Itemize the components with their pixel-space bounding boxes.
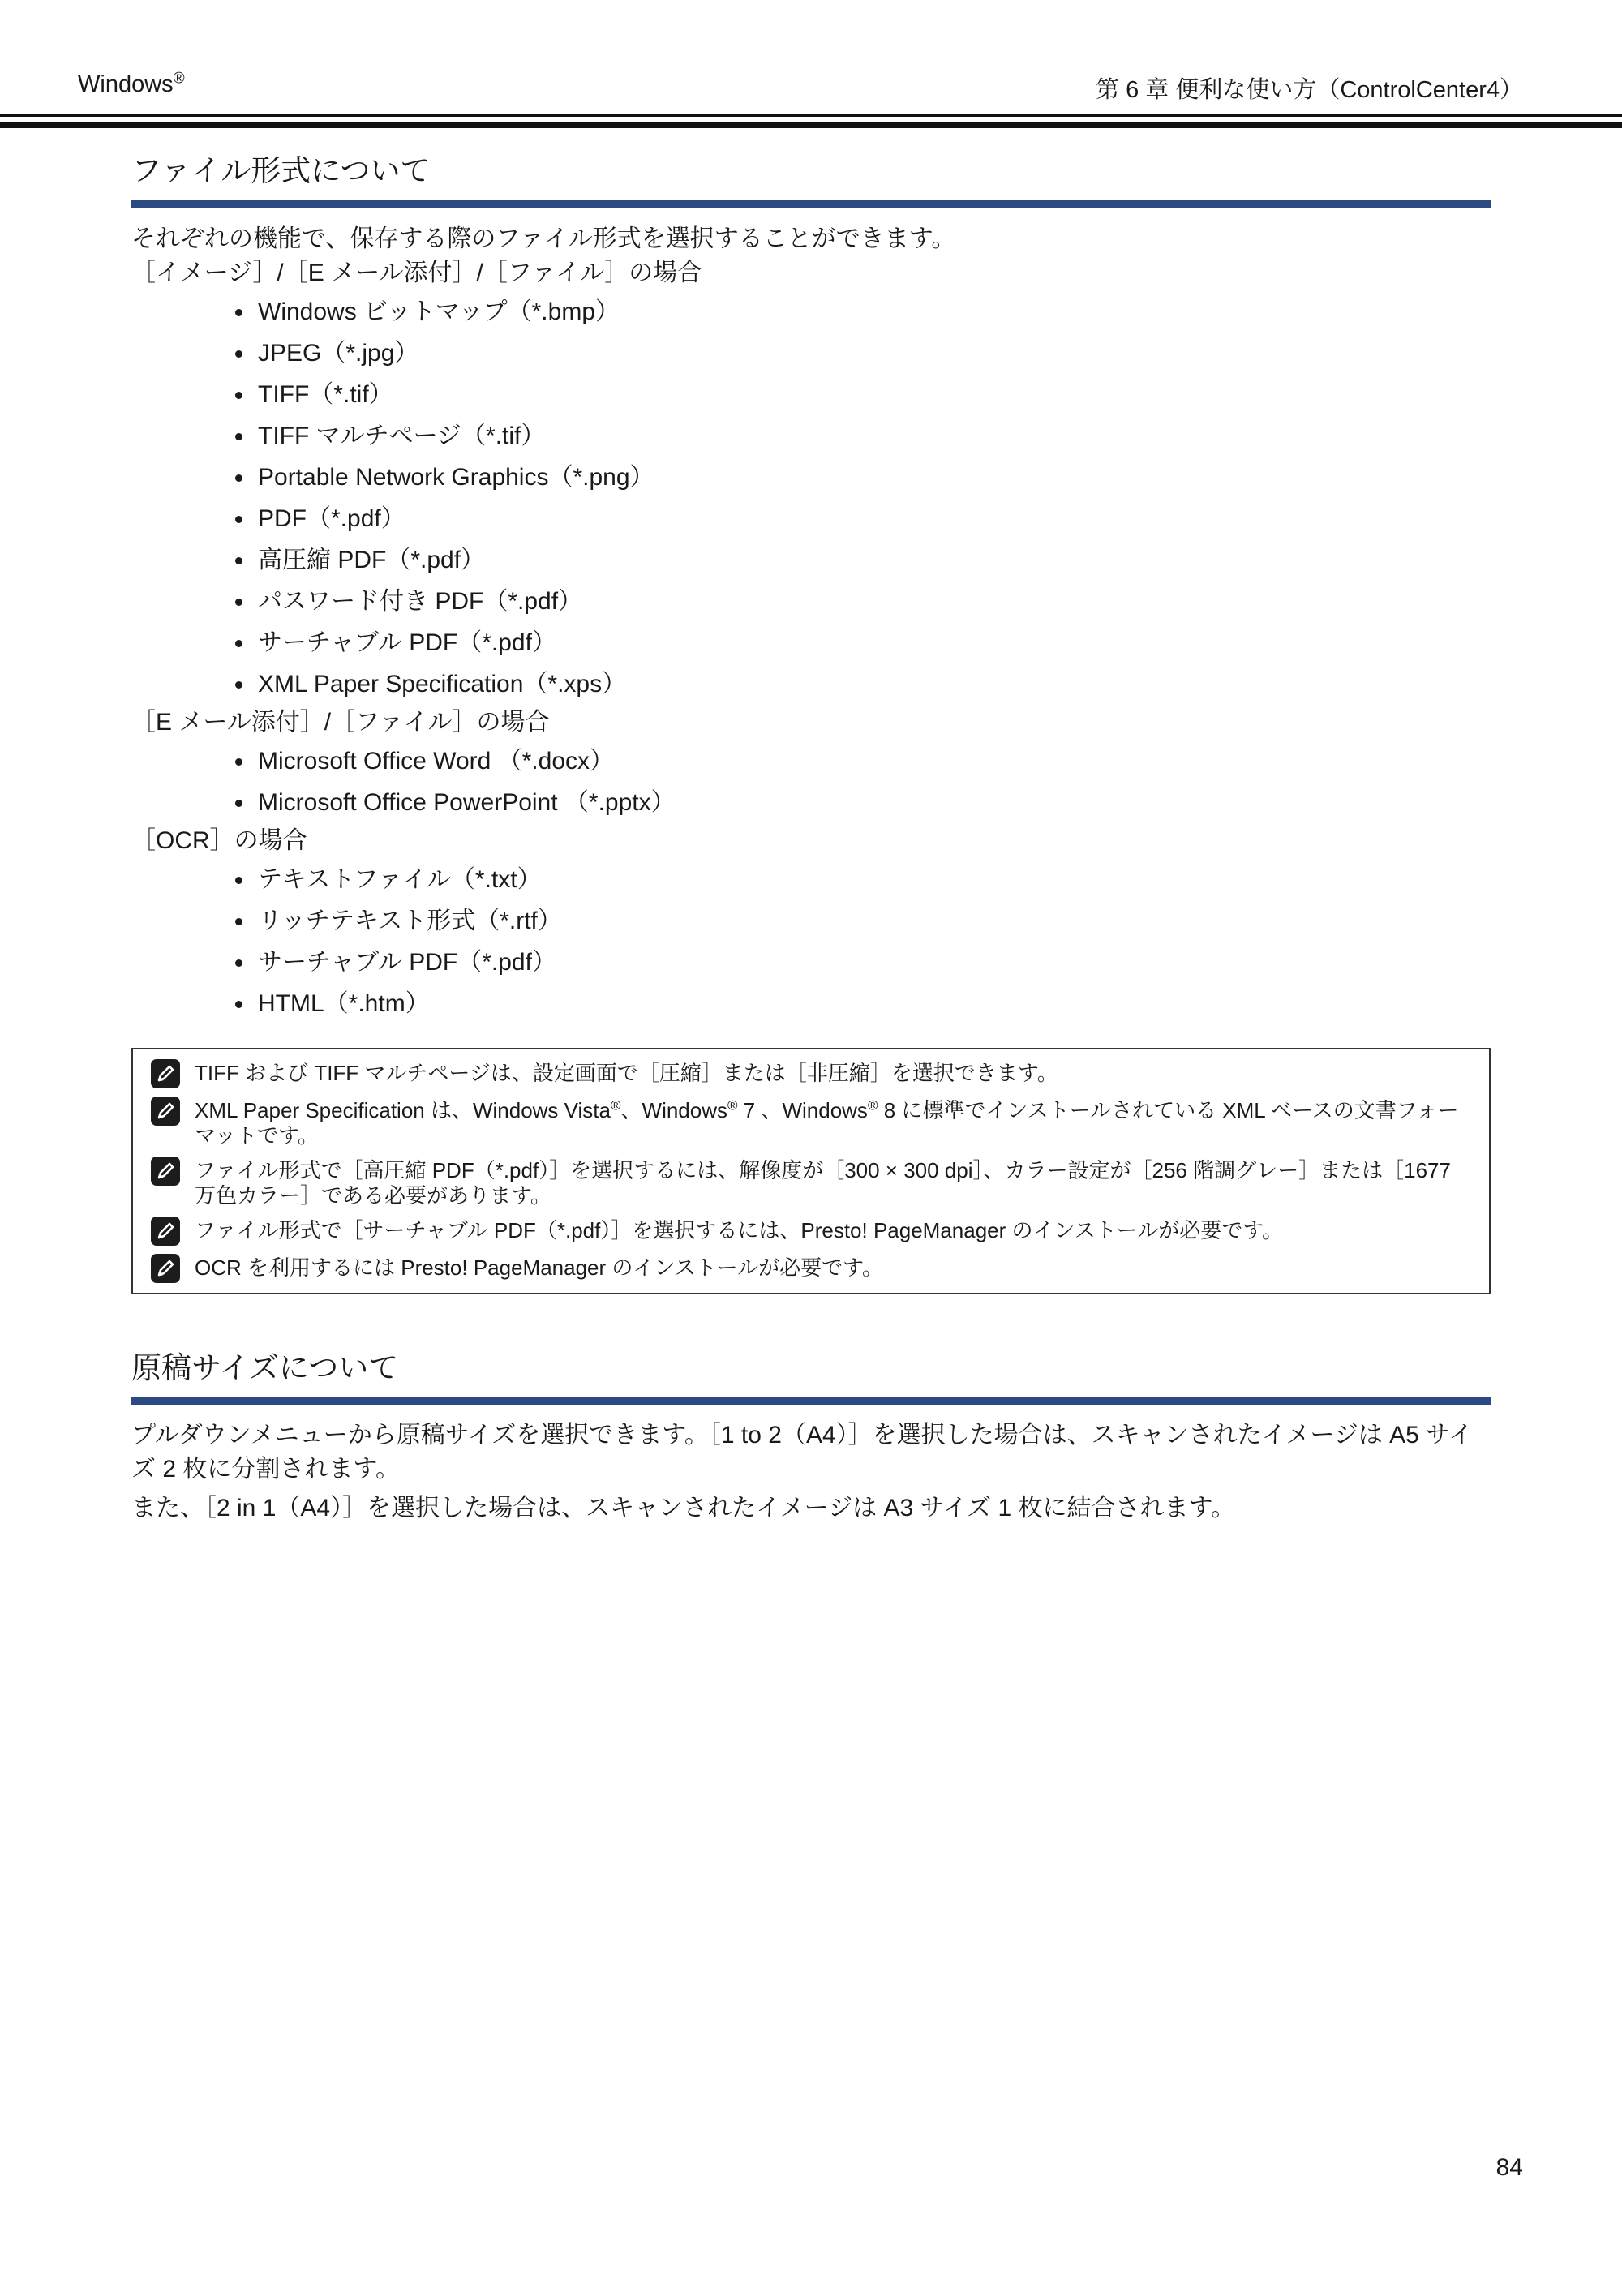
- note-pencil-icon: [151, 1217, 180, 1246]
- section-title-bar: [131, 1397, 1491, 1405]
- list-item: テキストファイル（*.txt）: [234, 859, 1491, 900]
- note-high-compression-pdf: [151, 1158, 1474, 1208]
- list-item: HTML（*.htm）: [234, 983, 1491, 1024]
- registered-mark: ®: [727, 1097, 738, 1114]
- list-item: 高圧縮 PDF（*.pdf）: [234, 539, 1491, 581]
- registered-mark: ®: [611, 1097, 621, 1114]
- note-text-part: 7 、Windows: [737, 1098, 868, 1122]
- registered-mark: ®: [867, 1097, 878, 1114]
- section-file-format: [131, 146, 1491, 1024]
- note-tiff-compression: [151, 1061, 1474, 1088]
- format-list-ocr: [131, 859, 1491, 1024]
- list-item: TIFF（*.tif）: [234, 374, 1491, 415]
- note-text: ファイル形式で［サーチャブル PDF（*.pdf）］を選択するには、Presto! PageManager のインストールが必要です。: [195, 1218, 1284, 1242]
- note-xps: [151, 1098, 1474, 1148]
- list-item: Microsoft Office Word （*.docx）: [234, 740, 1491, 782]
- list-item: JPEG（*.jpg）: [234, 333, 1491, 374]
- list-item: リッチテキスト形式（*.rtf）: [234, 900, 1491, 942]
- list-item: Windows ビットマップ（*.bmp）: [234, 291, 1491, 333]
- section-title-bar: [131, 200, 1491, 208]
- notes-box: [131, 1048, 1491, 1294]
- registered-mark: ®: [173, 70, 185, 88]
- note-ocr: [151, 1255, 1474, 1283]
- header-platform: [78, 71, 185, 98]
- note-pencil-icon: [151, 1254, 180, 1283]
- note-searchable-pdf: [151, 1218, 1474, 1246]
- page-number: 84: [1495, 2154, 1523, 2181]
- list-item: Portable Network Graphics（*.png）: [234, 457, 1491, 498]
- group-label-ocr: ［OCR］の場合: [131, 827, 307, 854]
- list-item: パスワード付き PDF（*.pdf）: [234, 581, 1491, 622]
- format-list-email-file: [131, 740, 1491, 823]
- note-text: ファイル形式で［高圧縮 PDF（*.pdf）］を選択するには、解像度が［300 × 300 dpi］、カラー設定が［256 階調グレー］または［1677 万色カラー］である必要があります。: [195, 1158, 1451, 1208]
- section-title: 原稿サイズについて: [131, 1351, 399, 1384]
- list-item: PDF（*.pdf）: [234, 498, 1491, 539]
- section-document-size: [131, 1343, 1491, 1526]
- note-text: TIFF および TIFF マルチページは、設定画面で［圧縮］または［非圧縮］を選択できます。: [195, 1061, 1058, 1085]
- group-label-email-file: ［E メール添付］/［ファイル］の場合: [131, 709, 550, 736]
- header-platform-text: Windows: [78, 71, 174, 97]
- note-text-part: 8 に標準でインストールされている XML ベースの文書フォーマットです。: [195, 1098, 1459, 1148]
- header-chapter: 第 6 章 便利な使い方（ControlCenter4）: [1096, 77, 1523, 103]
- note-pencil-icon: [151, 1059, 180, 1088]
- note-text-part: XML Paper Specification は、Windows Vista: [195, 1098, 611, 1122]
- list-item: XML Paper Specification（*.xps）: [234, 663, 1491, 705]
- page-header: [78, 71, 1523, 104]
- note-text: OCR を利用するには Presto! PageManager のインストールが必要です。: [195, 1255, 883, 1280]
- list-item: TIFF マルチページ（*.tif）: [234, 415, 1491, 457]
- note-pencil-icon: [151, 1097, 180, 1126]
- section-title: ファイル形式について: [131, 154, 431, 187]
- note-text-part: 、Windows: [620, 1098, 728, 1122]
- group-label-image-email-file: ［イメージ］/［E メール添付］/［ファイル］の場合: [131, 260, 702, 286]
- paragraph: プルダウンメニューから原稿サイズを選択できます。［1 to 2（A4）］を選択した場合は、スキャンされたイメージは A5 サイズ 2 枚に分割されます。: [131, 1422, 1474, 1483]
- header-rule-thin: [0, 114, 1622, 117]
- list-item: Microsoft Office PowerPoint （*.pptx）: [234, 782, 1491, 823]
- list-item: サーチャブル PDF（*.pdf）: [234, 942, 1491, 983]
- paragraph: また、［2 in 1（A4）］を選択した場合は、スキャンされたイメージは A3 サイズ 1 枚に結合されます。: [131, 1495, 1236, 1521]
- section-intro: それぞれの機能で、保存する際のファイル形式を選択することができます。: [131, 225, 956, 252]
- header-rule-thick: [0, 122, 1622, 128]
- format-list-image-email-file: [131, 291, 1491, 705]
- note-text: [195, 1098, 1474, 1148]
- note-pencil-icon: [151, 1157, 180, 1186]
- list-item: サーチャブル PDF（*.pdf）: [234, 622, 1491, 663]
